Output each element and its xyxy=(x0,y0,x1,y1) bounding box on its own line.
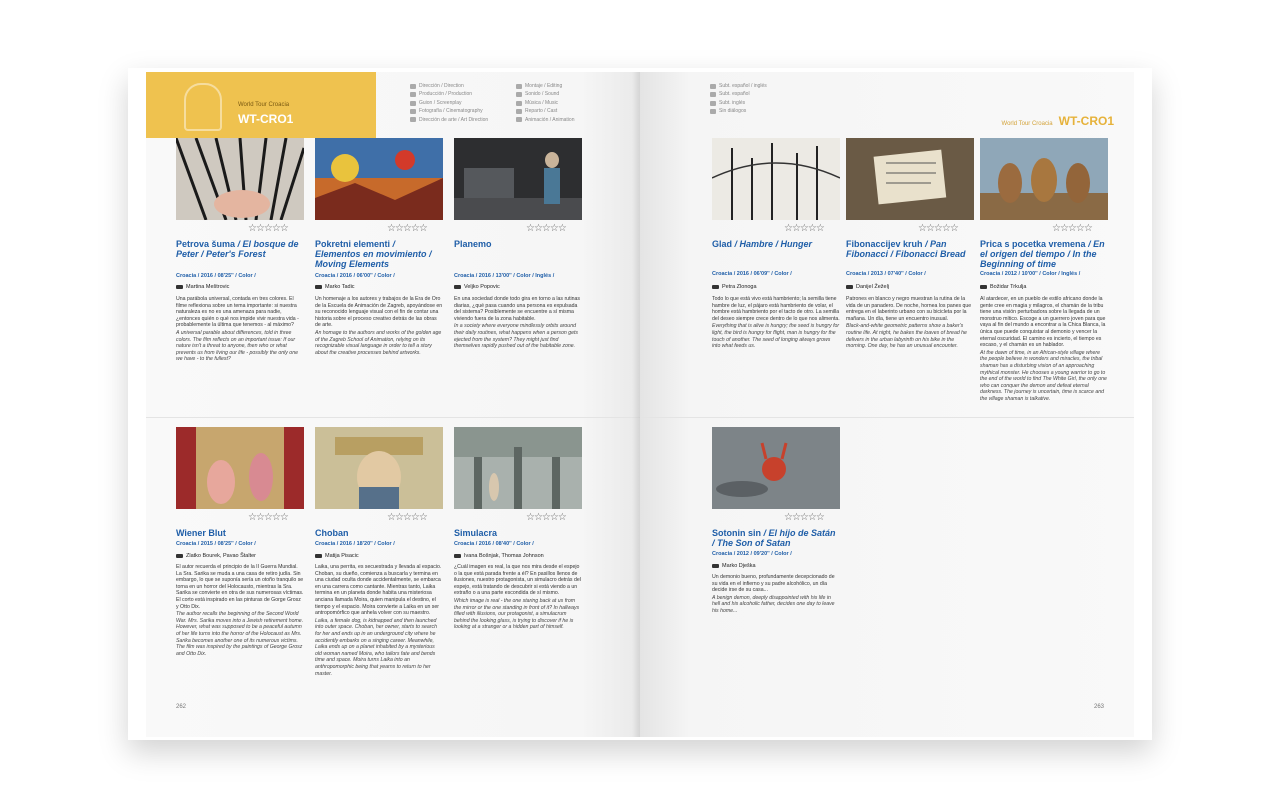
film-title-translation: / Elementos en movimiento / Moving Elements xyxy=(315,239,432,269)
legend-item: Animación / Animation xyxy=(525,116,575,123)
film-title-original: Glad xyxy=(712,239,733,249)
row-divider xyxy=(146,417,640,418)
director-icon xyxy=(980,285,987,289)
subtitle-es-en-icon xyxy=(710,84,716,89)
film-title: Choban xyxy=(315,528,349,538)
legend-item: Sin diálogos xyxy=(719,108,747,115)
legend-item: Montaje / Editing xyxy=(525,83,563,89)
rating-stars: ☆☆☆☆☆ xyxy=(387,223,427,234)
synopsis-en: Everything that is alive is hungry; the seed is hungry for light, the bird is hungry for flight, man is hungry for the touch of another. The seed of longing always grows into what feeds us. xyxy=(712,323,840,350)
director-name: Veljko Popovic xyxy=(464,284,500,290)
film-still-sotonin-sin xyxy=(712,427,840,509)
legend-item: Subt. inglés xyxy=(719,99,746,106)
film-still-fibonaccijev-kruh xyxy=(846,138,974,220)
director-name: Danijel Žeželj xyxy=(856,284,890,290)
production-icon xyxy=(410,92,416,97)
film-director xyxy=(176,553,304,559)
legend-item: Guion / Screenplay xyxy=(419,99,462,106)
film-still-pokretni-elementi xyxy=(315,138,443,220)
series-code: WT-CRO1 xyxy=(1058,114,1114,128)
film-title-translation: / El hijo de Satán / The Son of Satan xyxy=(712,528,836,548)
film-synopsis xyxy=(176,564,304,657)
film-synopsis xyxy=(315,564,443,677)
legend-item: Reparto / Cast xyxy=(525,108,558,115)
legend-item: Dirección de arte / Art Direction xyxy=(419,116,489,123)
film-meta: Croacia / 2016 / 06'09'' / Color / xyxy=(712,271,792,277)
synopsis-en: An homage to the authors and works of the golden age of the Zagreb School of Animation, relying on its recognizable visual language in order to tell a story about the creative processes behind artworks. xyxy=(315,329,442,356)
director-icon xyxy=(846,285,853,289)
synopsis-en: A benign demon, deeply disappointed with his life in hell and his alcoholic father, decides one day to leave his home... xyxy=(712,594,835,614)
synopsis-en: In a society where everyone mindlessly orbits around their daily routines, what happens when a person gets ejected from the system? They might just find themselves rapidly pushed out of the habitable zone. xyxy=(454,323,579,350)
rating-stars: ☆☆☆☆☆ xyxy=(1052,223,1092,234)
subtitle-es-icon xyxy=(710,92,716,97)
director-icon xyxy=(712,285,719,289)
page-number-right: 263 xyxy=(1094,704,1105,710)
row-divider xyxy=(640,417,1134,418)
rating-stars: ☆☆☆☆☆ xyxy=(526,223,566,234)
right-page-header xyxy=(1002,114,1114,128)
legend-item: Sonido / Sound xyxy=(525,91,560,98)
legend-item: Fotografía / Cinematography xyxy=(419,108,483,115)
synopsis-es: En una sociedad donde todo gira en torno a las rutinas diarias, ¿qué pasa cuando una persona es expulsada del sistema? Posiblemente se encuentre a sí misma viviendo fuera de la zona habitable. xyxy=(454,296,581,322)
legend-item: Subt. español / inglés xyxy=(719,83,767,89)
director-name: Matija Pisacic xyxy=(325,553,359,559)
film-director xyxy=(980,284,1108,290)
director-icon xyxy=(454,285,461,289)
film-meta: Croacia / 2016 / 13'00'' / Color / Inglés / xyxy=(454,273,555,279)
synopsis-en: At the dawn of time, in an African-style village where the people believe in wonders and miracles, the tribal shaman has a disturbing vision of an approaching mythical monster. He chooses a young warrior to go to the end of the world to find The White Girl, the only one who can conquer the demon and defeat eternal darkness. The journey is uncertain, time is scarce and the village shaman is talkative. xyxy=(980,349,1107,402)
film-title-original: Fibonaccijev kruh xyxy=(846,239,923,249)
film-title-original: Pokretni elementi xyxy=(315,239,391,249)
synopsis-en: Laika, a female dog, is kidnapped and then launched into outer space. Choban, her owner, starts to search for her and ends up in an underground city where he accidently embarks on a singing career. Meanwhile, Laika ends up on a planet inhabited by a mysterious old woman named Moira, who tailors fate and bends time and space. Moira turns Laika into an anthropomorphic being that yearns to return to her master. xyxy=(315,617,437,677)
subtitle-legend xyxy=(710,82,767,116)
film-director xyxy=(712,284,840,290)
film-synopsis xyxy=(176,296,304,363)
film-title xyxy=(980,239,1108,269)
rating-stars: ☆☆☆☆☆ xyxy=(784,512,824,523)
cast-icon xyxy=(516,109,522,114)
director-icon xyxy=(176,285,183,289)
director-name: Marko Dješka xyxy=(722,563,756,569)
director-icon xyxy=(315,285,322,289)
film-meta: Croacia / 2016 / 08'25'' / Color / xyxy=(176,273,256,279)
synopsis-es: Patrones en blanco y negro muestran la rutina de la vida de un panadero. De noche, hornea los panes que entrega en el laberinto urbano con su bicicleta por la mañana. Un día, tiene un encuentro inusual. xyxy=(846,296,972,322)
film-still-wiener-blut xyxy=(176,427,304,509)
synopsis-es: Un homenaje a los autores y trabajos de la Era de Oro de la Escuela de Animación de Zagreb, apoyándose en su reconocido lenguaje visual con el fin de contar una historia sobre el proceso creativo detrás de las obras de arte. xyxy=(315,296,443,329)
editing-icon xyxy=(516,84,522,89)
direction-icon xyxy=(410,84,416,89)
art-direction-icon xyxy=(410,117,416,122)
synopsis-es: Todo lo que está vivo está hambriento; la semilla tiene hambre de luz, el pájaro está hambriento de volar, el hombre está hambriento por el tacto de otro. La semilla del deseo siempre crece dentro de lo que nos alimenta. xyxy=(712,296,840,322)
film-still-simulacra xyxy=(454,427,582,509)
film-meta: Croacia / 2016 / 08'40'' / Color / xyxy=(454,541,534,547)
film-meta: Croacia / 2016 / 18'20'' / Color / xyxy=(315,541,395,547)
synopsis-es: El autor recuerda el principio de la II Guerra Mundial. La Sra. Sarika se muda a una casa de retiro judía. Sin embargo, lo que se suponía sería un otoño tranquilo se torna en un horror del Holocausto, mientras la Sra. Sarika se convierte en otra de sus numerosas víctimas. El corto está inspirado en las pinturas de Gorge Grosz y Otto Dix. xyxy=(176,564,304,610)
director-icon xyxy=(315,554,322,558)
director-name: Ivana Bošnjak, Thomas Johnson xyxy=(464,553,544,559)
rating-stars: ☆☆☆☆☆ xyxy=(918,223,958,234)
film-still-prica-s-pocetka-vremena xyxy=(980,138,1108,220)
series-label: World Tour Croacia xyxy=(1001,121,1053,127)
right-page xyxy=(640,72,1134,737)
credits-legend-col2 xyxy=(516,82,574,124)
film-director xyxy=(846,284,974,290)
film-synopsis xyxy=(315,296,443,356)
rating-stars: ☆☆☆☆☆ xyxy=(387,512,427,523)
rating-stars: ☆☆☆☆☆ xyxy=(526,512,566,523)
film-title-translation: / Pan Fibonacci / Fibonacci Bread xyxy=(846,239,966,259)
director-name: Marko Tadic xyxy=(325,284,355,290)
synopsis-es: Una parábola universal, contada en tres colores. El filme reflexiona sobre un tema importante: si nuestra naturaleza es no es una amenaza para nadie, ¿entonces quién o qué nos impide vivir nuestra vida - probablemente la última que tenemos - al máximo? xyxy=(176,296,299,329)
banner-series-label: World Tour Croacia xyxy=(238,102,290,108)
director-name: Zlatko Bourek, Pavao Štalter xyxy=(186,553,257,559)
film-synopsis xyxy=(846,296,974,350)
no-dialogue-icon xyxy=(710,109,716,114)
film-synopsis xyxy=(980,296,1108,403)
camera-icon xyxy=(410,109,416,114)
film-title-original: Prica s pocetka vremena xyxy=(980,239,1086,249)
film-synopsis xyxy=(454,296,582,350)
film-director xyxy=(454,553,582,559)
film-synopsis xyxy=(712,296,840,350)
music-icon xyxy=(516,101,522,106)
film-title xyxy=(846,239,974,259)
film-title-translation: / Hambre / Hunger xyxy=(734,239,813,249)
film-director xyxy=(315,553,443,559)
film-meta: Croacia / 2015 / 08'25'' / Color / xyxy=(176,541,256,547)
film-synopsis xyxy=(454,564,582,631)
synopsis-es: ¿Cuál imagen es real, la que nos mira desde el espejo o la que está parada frente a él? En pasillos llenos de ilusiones, nuestro protagonista, un simulacro detrás del espejo, está tratando de descubrir si está viendo a un extraño o a una parte escondida de sí mismo. xyxy=(454,564,581,597)
film-director xyxy=(315,284,443,290)
film-meta: Croacia / 2012 / 09'20'' / Color / xyxy=(712,551,792,557)
synopsis-en: Black-and-white geometric patterns show a baker's routine life. At night, he bakes the loaves of bread he delivers in the urban labyrinth on his bike in the morning. One day, he has an unusual encounter. xyxy=(846,323,967,350)
film-title xyxy=(176,239,304,259)
film-director xyxy=(454,284,582,290)
film-title: Wiener Blut xyxy=(176,528,226,538)
legend-item: Dirección / Direction xyxy=(419,83,464,89)
rating-stars: ☆☆☆☆☆ xyxy=(784,223,824,234)
screenplay-icon xyxy=(410,101,416,106)
film-title: Simulacra xyxy=(454,528,498,538)
banner-code: WT-CRO1 xyxy=(238,112,294,126)
sound-icon xyxy=(516,92,522,97)
country-banner xyxy=(146,72,376,138)
synopsis-en: The author recalls the beginning of the Second World War. Mrs. Sarika moves into a Jewish retirement home. However, what was supposed to be a peaceful autumn of her life turns into the horror of the Holocaust as Mrs. Sarika becomes another one of its numerous victims. The film was inspired by the paintings of George Grosz and Otto Dix. xyxy=(176,611,304,657)
director-name: Božidar Trkulja xyxy=(990,284,1027,290)
film-still-choban xyxy=(315,427,443,509)
banner-emblem xyxy=(184,83,222,131)
director-icon xyxy=(454,554,461,558)
left-page xyxy=(146,72,640,737)
animation-icon xyxy=(516,117,522,122)
synopsis-es: Al atardecer, en un pueblo de estilo africano donde la gente cree en magia y milagros, el chamán de la tribu tiene una visión perturbadora sobre la llegada de un monstruo mítico. Escoge a un guerrero joven para que vaya al fin del mundo a encontrar a la Chica Blanca, la única que puede conquistar al demonio y vencer la eternal oscuridad. El camino es incierto, el tiempo es escaso, y el chamán es un hablador. xyxy=(980,296,1106,349)
director-icon xyxy=(712,564,719,568)
legend-item: Subt. español xyxy=(719,91,750,98)
rating-stars: ☆☆☆☆☆ xyxy=(248,223,288,234)
legend-item: Música / Music xyxy=(525,99,559,106)
film-title-original: Sotonin sin xyxy=(712,528,761,538)
film-meta: Croacia / 2013 / 07'40'' / Color / xyxy=(846,271,926,277)
film-title-original: Petrova šuma xyxy=(176,239,236,249)
film-still-planemo xyxy=(454,138,582,220)
film-title xyxy=(712,528,840,548)
synopsis-en: A universal parable about differences, told in three colors. The film reflects on an important issue: If our nature isn't a threat to anyone, then who or what prevents us from living our life - possibly the only one we have - to the fullest? xyxy=(176,329,298,363)
film-still-petrova-suma xyxy=(176,138,304,220)
film-title xyxy=(712,239,840,249)
page-number-left: 262 xyxy=(176,704,187,710)
film-meta: Croacia / 2016 / 06'00'' / Color / xyxy=(315,273,395,279)
director-icon xyxy=(176,554,183,558)
director-name: Martina Meštrovic xyxy=(186,284,230,290)
rating-stars: ☆☆☆☆☆ xyxy=(248,512,288,523)
film-synopsis xyxy=(712,574,840,615)
film-director xyxy=(712,563,840,569)
legend-item: Producción / Production xyxy=(419,91,473,98)
film-director xyxy=(176,284,304,290)
film-meta: Croacia / 2012 / 10'00'' / Color / Inglés / xyxy=(980,271,1081,277)
credits-legend-col1 xyxy=(410,82,488,124)
film-still-glad xyxy=(712,138,840,220)
synopsis-en: Which image is real - the one staring back at us from the mirror or the one standing in front of it? In hallways filled with illusions, our protagonist, a simulacrum behind the looking glass, is trying to discover if he is looking at a stranger or a hidden part of himself. xyxy=(454,597,580,631)
director-name: Petra Zlonoga xyxy=(722,284,757,290)
synopsis-es: Un demonio bueno, profundamente decepcionado de su vida en el infierno y su padre alcohólico, un día decide irse de su casa... xyxy=(712,574,835,594)
film-title-translation: / El bosque de Peter / Peter's Forest xyxy=(176,239,299,259)
subtitle-en-icon xyxy=(710,101,716,106)
film-title: Planemo xyxy=(454,239,492,249)
film-title xyxy=(315,239,443,269)
synopsis-es: Laika, una perrita, es secuestrada y llevada al espacio. Choban, su dueño, comienza a buscarla y termina en una ciudad oculta donde accidentalmente, se embarca en una carrera como cantante. Mientras tanto, Laika termina en un planeta donde habita una misteriosa anciana llamada Moira, quien manipula el destino, el tiempo y el espacio. Moira convierte a Laika en un ser antropomórfico que anhela volver con su maestro. xyxy=(315,564,442,617)
film-title-translation: / En el origen del tiempo / In the Beginning of time xyxy=(980,239,1105,269)
